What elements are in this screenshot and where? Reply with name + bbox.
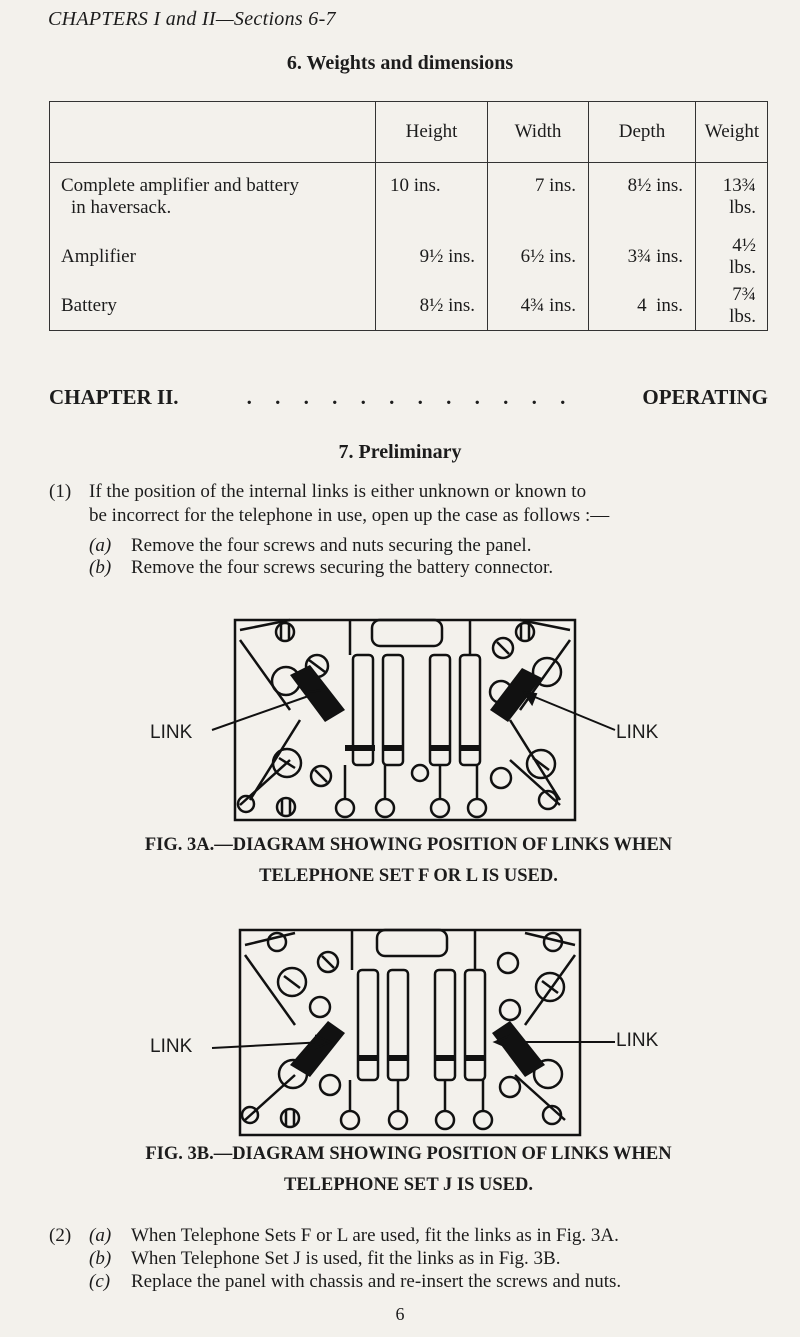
header-weight: Weight [696,101,769,163]
row-name: Amplifier [61,246,136,268]
figure-3b-diagram [140,915,660,1145]
section-6-title: 6. Weights and dimensions [286,52,514,74]
terminal-icon [336,799,354,817]
table-row [49,233,768,282]
screw-icon [310,997,330,1017]
link-bar [430,745,450,751]
link-bar [465,1055,485,1061]
wire [515,933,575,1120]
panel-outline [240,930,580,1135]
item-label: (c) [89,1271,111,1292]
terminal-icon [491,768,511,788]
screw-icon [412,765,428,781]
cell-width: 7 ins. [488,163,589,233]
running-head: CHAPTERS I and II—Sections 6-7 [48,8,336,30]
cell-height: 8½ ins. [376,282,488,331]
cell-depth: 3¾ ins. [589,233,696,282]
link-strap-left [290,1021,345,1077]
component-icon [435,970,455,1080]
header-width: Width [488,101,589,163]
item-label: (a) [89,535,112,556]
table-row [49,163,768,233]
cell-weight: 4½ lbs. [696,233,769,282]
row-name [49,163,376,233]
terminal-icon [341,1111,359,1129]
terminal-icon [389,1111,407,1129]
table-top-rule [49,101,768,102]
chapter-title: OPERATING [642,385,768,409]
paragraph-line: be incorrect for the telephone in use, open up the case as follows :— [89,505,610,526]
cell-weight: 13¾ lbs. [696,163,769,233]
header-depth: Depth [589,101,696,163]
screw-icon [276,623,294,641]
caption-line: FIG. 3B.—DIAGRAM SHOWING POSITION OF LINKS WHEN [145,1144,672,1164]
link-strap-right [492,1021,545,1077]
paragraph-number: (1) [49,481,72,502]
terminal-icon [436,1111,454,1129]
terminal-icon [320,1075,340,1095]
component-icon [372,620,442,646]
link-bar [358,1055,378,1061]
link-bar [460,745,480,751]
link-label-right: LINK [616,722,659,743]
component-icon [358,970,378,1080]
caption-line: TELEPHONE SET F OR L IS USED. [259,866,558,886]
item-text: Replace the panel with chassis and re-insert the screws and nuts. [131,1271,622,1292]
cell-width: 6½ ins. [488,233,589,282]
component-icon [465,970,485,1080]
link-label-left: LINK [150,722,193,743]
arrow-left [212,692,320,730]
cell-width: 4¾ ins. [488,282,589,331]
chapter-number: CHAPTER II. [49,385,179,409]
item-text: When Telephone Sets F or L are used, fit the links as in Fig. 3A. [131,1225,619,1246]
item-label: (b) [89,1248,112,1269]
item-text: Remove the four screws and nuts securing the panel. [131,535,532,556]
page-number: 6 [395,1304,405,1324]
cell-depth: 8½ ins. [589,163,696,233]
cell-height: 10 ins. [376,163,488,233]
header-height: Height [376,101,488,163]
screw-icon [500,1000,520,1020]
terminal-icon [468,799,486,817]
panel-outline [235,620,575,820]
link-bar [383,745,403,751]
terminal-icon [500,1077,520,1097]
cell-depth: 4 ins. [589,282,696,331]
figure-3b-caption [49,1139,768,1201]
row-name-line1: Complete amplifier and battery [61,175,299,197]
table-left-rule [49,101,50,331]
screw-icon [281,1109,299,1127]
screw-icon [277,798,295,816]
item-text: When Telephone Set J is used, fit the links as in Fig. 3B. [131,1248,561,1269]
component-icon [388,970,408,1080]
caption-line: FIG. 3A.—DIAGRAM SHOWING POSITION OF LINKS WHEN [144,835,673,855]
table-header-blank [49,101,376,163]
screw-icon [516,623,534,641]
link-bar [388,1055,408,1061]
table-header-row [49,101,768,163]
row-name-line2: in haversack. [71,197,172,219]
terminal-icon [431,799,449,817]
item-label: (b) [89,557,112,578]
figure-3a-diagram [140,600,660,830]
link-label-left: LINK [150,1036,193,1057]
terminal-icon [376,799,394,817]
paragraph-line: If the position of the internal links is either unknown or known to [89,481,587,502]
item-label: (a) [89,1225,112,1246]
link-bar [435,1055,455,1061]
item-text: Remove the four screws securing the battery connector. [131,557,554,578]
section-7-title: 7. Preliminary [338,441,462,463]
wire [245,933,295,1120]
screw-icon [498,953,518,973]
table-bottom-rule [49,330,768,331]
arrow-right [530,695,615,730]
weights-dimensions-table [49,101,768,331]
component-icon [377,930,447,956]
cell-weight: 7¾ lbs. [696,282,769,331]
caption-line: TELEPHONE SET J IS USED. [284,1175,533,1195]
row-name: Battery [61,295,117,317]
link-bar [345,745,375,751]
table-row [49,282,768,331]
chapter-leader-dots: . . . . . . . . . . . . [246,385,575,409]
link-label-right: LINK [616,1030,659,1051]
chapter-heading [49,385,768,410]
cell-height: 9½ ins. [376,233,488,282]
figure-3a-caption [49,830,768,892]
terminal-icon [474,1111,492,1129]
screw-icon [268,933,286,951]
paragraph-number: (2) [49,1225,72,1246]
table-right-rule [767,101,768,331]
